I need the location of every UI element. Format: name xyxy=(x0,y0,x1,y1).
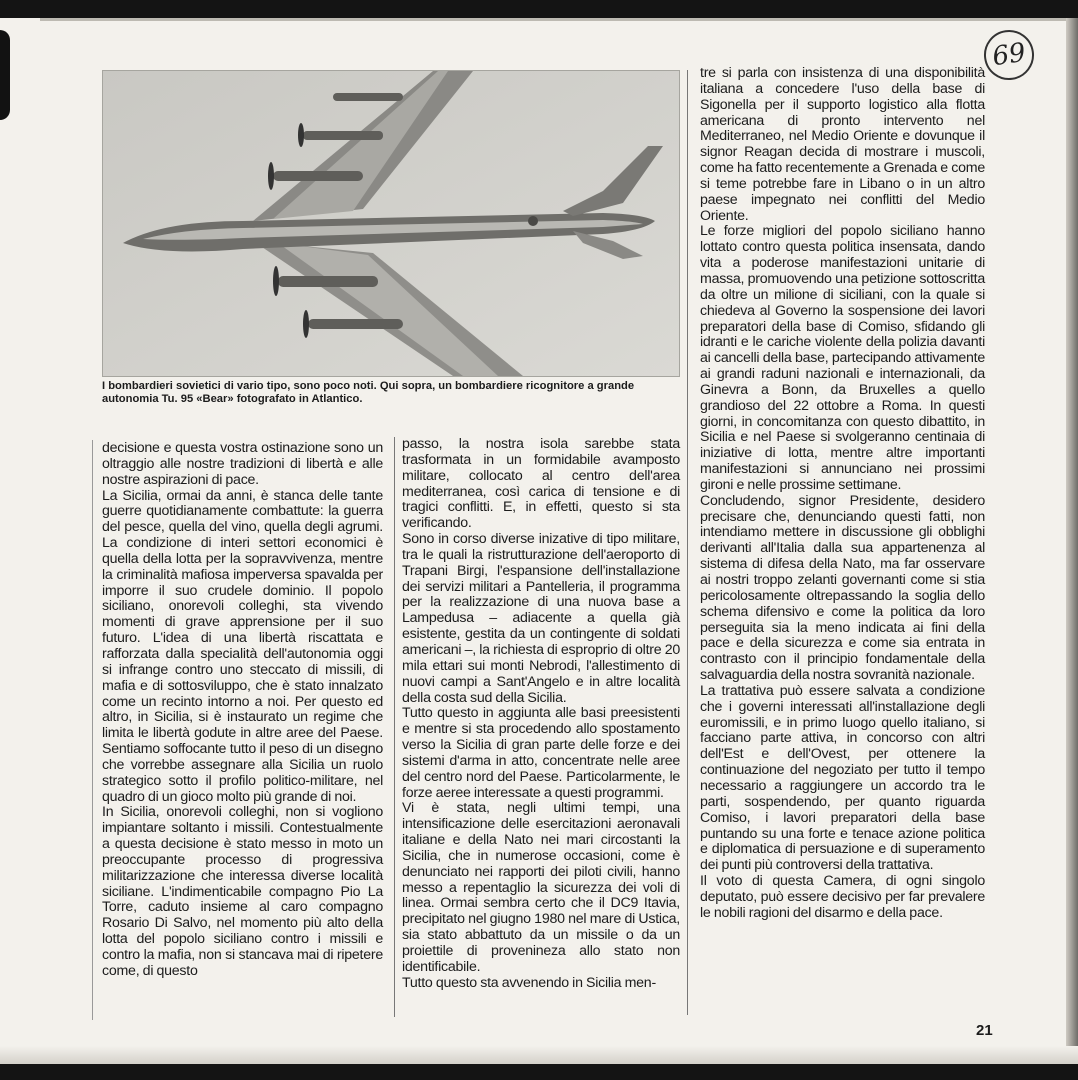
page-stamp-text: 69 xyxy=(990,37,1028,73)
scan-bottom-edge xyxy=(0,1064,1078,1080)
paragraph: In Sicilia, onorevoli colleghi, non si vogliono impiantare soltanto i missili. Contestualmente a questa decisione è stato messo in moto un preoccupante processo di progressiva militarizzazione che interessa diverse località siciliane. L'indimenticabile compagno Pio La Torre, caduto insieme al caro compagno Rosario Di Salvo, nel momento più alto della lotta del popolo siciliano contro i missili e contro la mafia, non si stancava mai di ripetere come, di questo xyxy=(102,804,383,979)
paragraph: La trattativa può essere salvata a condizione che i governi interessati all'installazione degli euromissili, e in primo luogo quello italiano, si facciano parte attiva, in concorso con altri dell'Est e dell'Ovest, per ottenere la continuazione del negoziato per tutto il tempo necessario a raggiungere un accordo tra le parti, sospendendo, per quanto riguarda Comiso, i lavori preparatori della base puntando su una forte e tenace azione politica e diplomatica di persuazione e di superamento dei punti più controversi della trattativa. xyxy=(700,682,985,874)
scan-top-edge xyxy=(0,0,1078,18)
paragraph: decisione e questa vostra ostinazione sono un oltraggio alle nostre tradizioni di libertà e alle nostre aspirazioni di pace. xyxy=(102,440,383,488)
column-divider-2 xyxy=(687,70,688,1015)
scan-left-shadow xyxy=(0,30,10,120)
bomber-aircraft-image xyxy=(103,71,679,376)
paragraph: Vi è stata, negli ultimi tempi, una intensificazione delle esercitazioni aeronavali italiane e della Nato nei mari circostanti la Sicilia, che in numerose occasioni, come è denunciato nei rapporti dei piloti civili, hanno messo a repentaglio la sicurezza dei voli di linea. Ormai sembra certo che il DC9 Itavia, precipitato nel giugno 1980 nel mare di Ustica, sia stato abbattuto da un missile o da un proiettile di provenineza allo stato non identificabile. xyxy=(402,800,680,975)
paragraph: tre si parla con insistenza di una disponibilità italiana a concedere l'uso della base di Sigonella per il supporto logistico alla flotta americana di pronto intervento nel Mediterraneo, nel Medio Oriente e dovunque il signor Reagan decida di mostrare i muscoli, come ha fatto recentemente a Grenada e come si teme potrebbe fare in Libano o in un altro paese impegnato nei conflitti del Medio Oriente. xyxy=(700,65,985,224)
scan-bottom-shadow xyxy=(0,1046,1078,1064)
paragraph: Sono in corso diverse inizative di tipo militare, tra le quali la ristrutturazione dell'aeroporto di Trapani Birgi, l'espansione dell'installazione dei servizi militari a Pantelleria, il programma per la realizzazione di una nuova base a Lampedusa – adiacente a quella già esistente, gestita da un contingente di soldati americani –, la richiesta di esproprio di oltre 20 mila ettari sui monti Nebrodi, l'allestimento di nuovi campi a Sant'Angelo e in altre località della costa sud della Sicilia. xyxy=(402,531,680,706)
text-column-3 xyxy=(700,66,985,922)
column-divider-1 xyxy=(394,437,395,1017)
page-number: 21 xyxy=(976,1022,993,1039)
aircraft-photo xyxy=(102,70,680,377)
photo-caption: I bombardieri sovietici di vario tipo, sono poco noti. Qui sopra, un bombardiere ricognitore a grande autonomia Tu. 95 «Bear» fotografato in Atlantico. xyxy=(102,380,635,405)
scan-right-edge xyxy=(1066,18,1078,1064)
paragraph: passo, la nostra isola sarebbe stata trasformata in un formidabile avamposto militare, collocato al centro dell'area mediterranea, così carica di tensione e di tragici conflitti. E, in effetti, questo si sta verificando. xyxy=(402,436,680,532)
page-stamp xyxy=(981,27,1037,83)
paragraph: Le forze migliori del popolo siciliano hanno lottato contro questa politica insensata, dando vita a poderose manifestazioni unitarie di massa, promuovendo una petizione sottoscritta da oltre un milione di siciliani, con la quale si chiedeva al Governo la sospensione dei lavori preparatori della base di Comiso, sfidando gli idranti e le cariche violente della polizia davanti ai cancelli della base, partecipando attivamente ai grandi raduni nazionali e internazionali, da Ginevra a Bonn, da Bruxelles a quello grandioso del 22 ottobre a Roma. In questi giorni, in concomitanza con questo dibattito, in Sicilia e nel Paese si svolgeranno centinaia di iniziative di lotta, mentre altre importanti manifestazioni si annunciano nei prossimi gironi e nelle prossime settimane. xyxy=(700,223,985,493)
text-column-1 xyxy=(102,441,383,980)
left-margin-rule xyxy=(92,440,93,1020)
scan-top-rule xyxy=(40,18,1070,21)
paragraph: Tutto questo in aggiunta alle basi preesistenti e mentre si sta procedendo allo spostamento verso la Sicilia di gran parte delle forze e dei sistemi d'arma in atto, concentrate nelle aree del centro nord del Paese. Particolarmente, le forze aeree interessate a questi programmi. xyxy=(402,705,680,801)
paragraph: Il voto di questa Camera, di ogni singolo deputato, può essere decisivo per far prevalere le nobili ragioni del disarmo e della pace. xyxy=(700,873,985,921)
paragraph: La Sicilia, ormai da anni, è stanca delle tante guerre quotidianamente combattute: la guerra del pesce, quella del vino, quella degli agrumi. La condizione di interi settori economici è quella della lotta per la sopravvivenza, mentre la criminalità mafiosa imperversa spavalda per imporre il suo crudele dominio. Il popolo siciliano, onorevoli colleghi, sta vivendo momenti di grave apprensione per il suo futuro. L'idea di una libertà riscattata e rafforzata dalla specialità dell'autonomia oggi si infrange contro uno steccato di missili, di mafia e di sottosviluppo, che è stato innalzato come un recinto intorno a noi. Per questo ed altro, in Sicilia, si è instaurato un regime che limita le libertà godute in altre aree del Paese. Sentiamo soffocante tutto il peso di un disegno che vorrebbe assegnare alla Sicilia un ruolo strategico sotto il profilo politico-militare, nel quadro di un gioco molto più grande di noi. xyxy=(102,487,383,805)
text-column-2 xyxy=(402,437,680,992)
paragraph: Concludendo, signor Presidente, desidero precisare che, denunciando questi fatti, non intendiamo mettere in discussione gli obblighi derivanti all'Italia dalla sua appartenenza al sistema di difesa della Nato, ma far osservare ai nostri troppo zelanti governanti come si stia pericolosamente oltrepassando la soglia dello schema difensivo e come la politica da loro perseguita sia la meno indicata ai fini della pace e della sicurezza e come sia entrata in contrasto con il principio fondamentale della salvaguardia della nostra sovranità nazionale. xyxy=(700,492,985,684)
paragraph: Tutto questo sta avvenendo in Sicilia men- xyxy=(402,974,656,991)
